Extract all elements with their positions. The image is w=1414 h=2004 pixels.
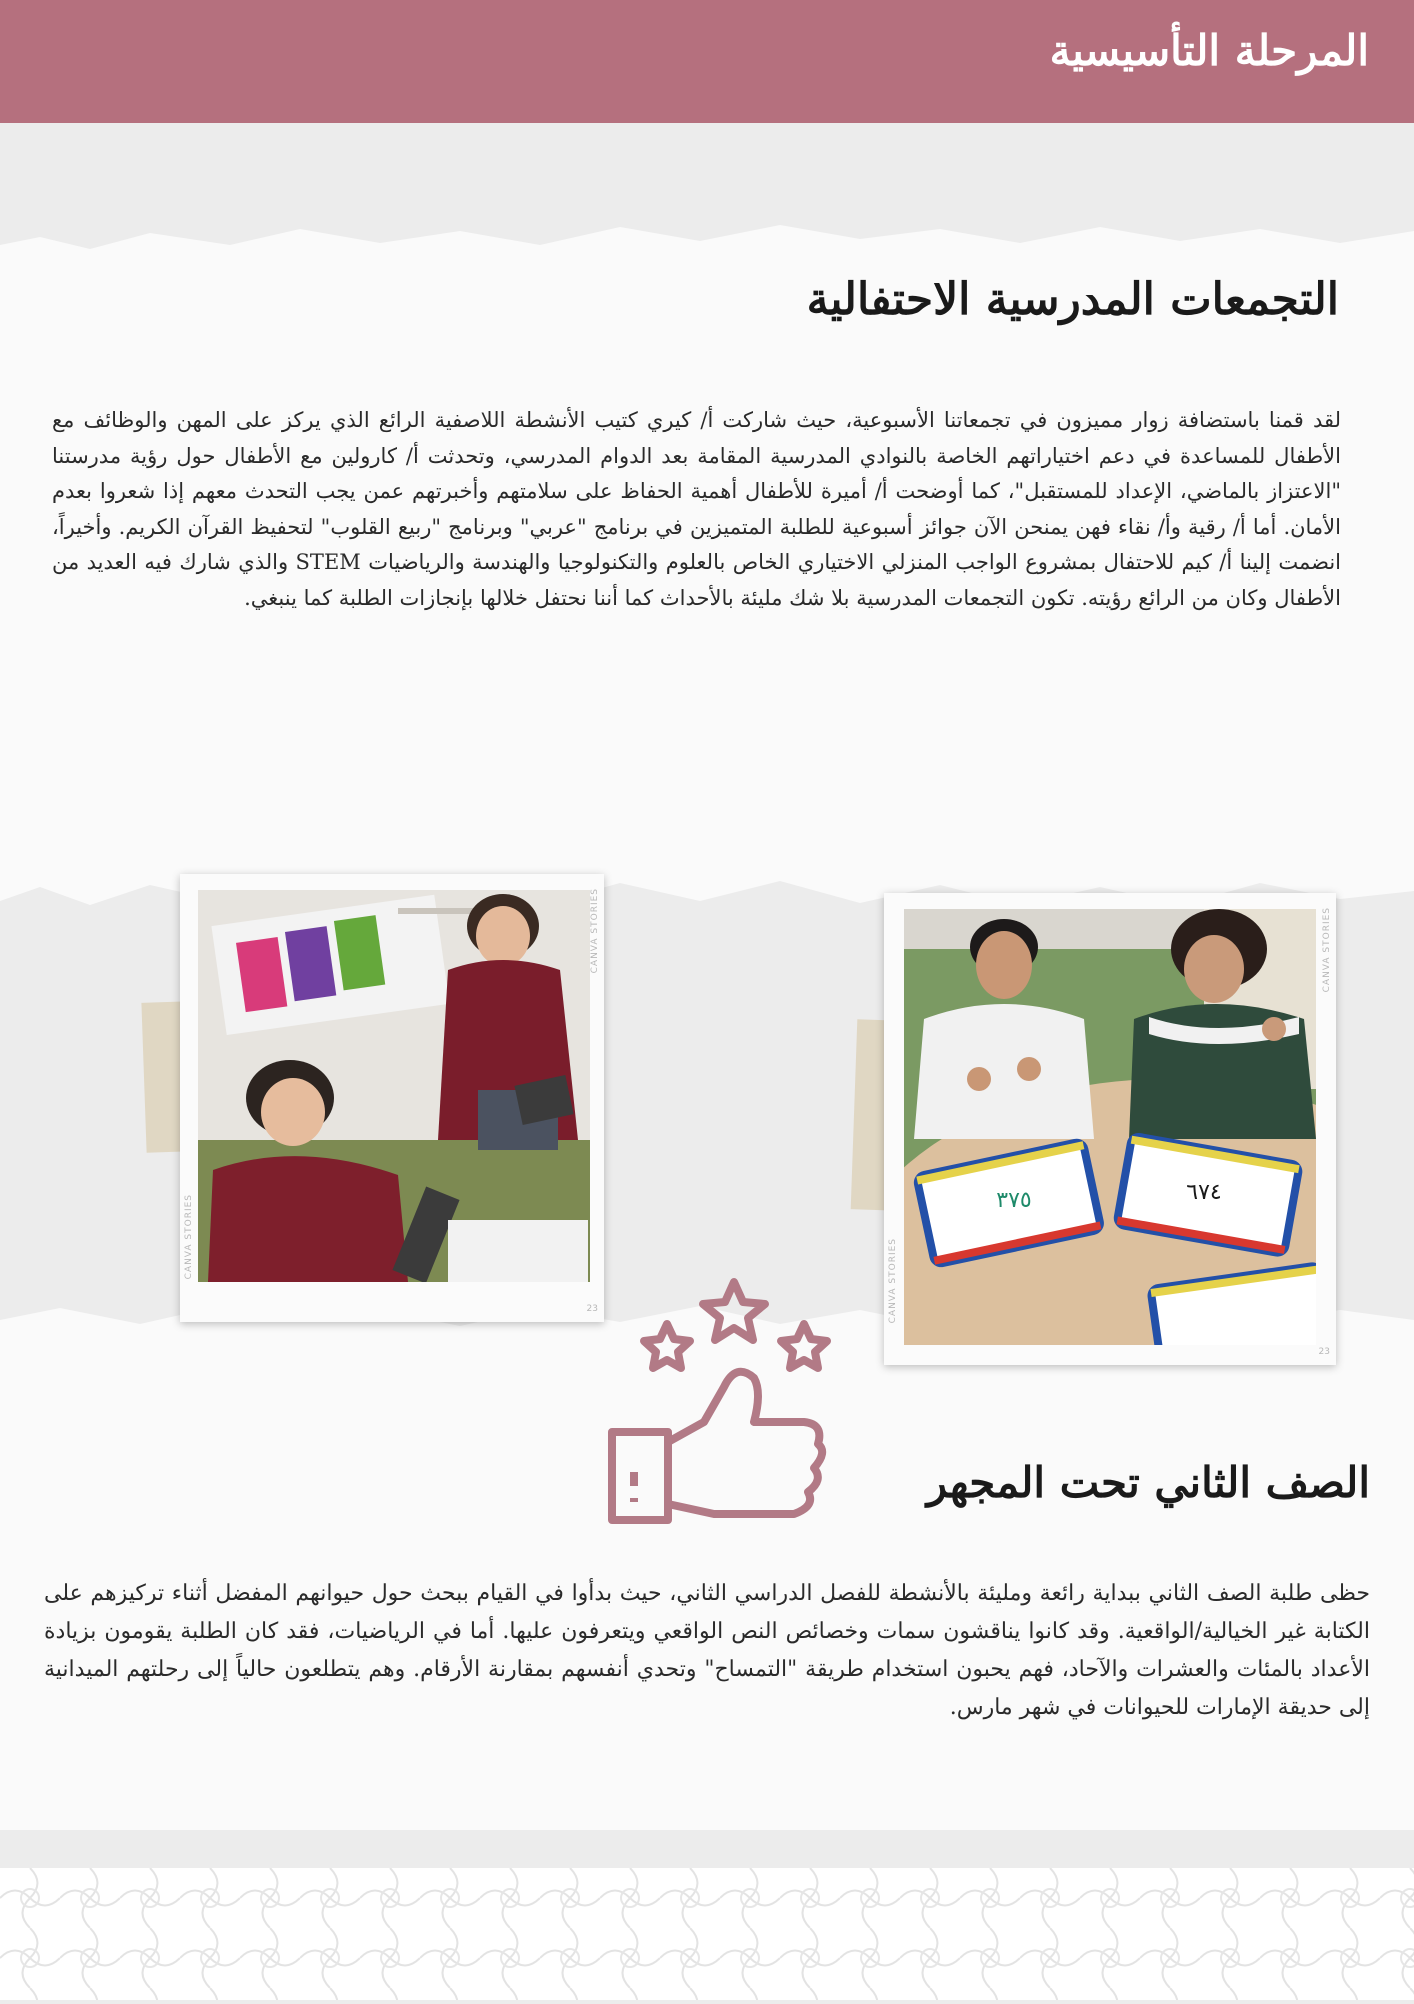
photo-right-brand-label: CANVA STORIES: [888, 1238, 898, 1324]
photo-left-image: [198, 890, 590, 1282]
section1-body: لقد قمنا باستضافة زوار مميزون في تجمعاتنا الأسبوعية، حيث شاركت أ/ كيري كتيب الأنشطة اللاصفية الرائع الذي يركز على المهن والوظائف مع الأطفال للمساعدة في دعم اختياراتهم الخاصة بالنوادي المدرسية المقامة بعد الدوام المدرسي، وتحدثت أ/ كارولين مع الأطفال حول رؤية مدرستنا "الاعتزاز بالماضي، الإعداد للمستقبل"، كما أوضحت أ/ أميرة للأطفال أهمية الحفاظ على سلامتهم وأخبرتهم عمن يجب التحدث معهم إذا شعروا بعدم الأمان. أما أ/ رقية وأ/ نقاء فهن يمنحن الآن جوائز أسبوعية للطلبة المتميزين في برنامج "عربي" وبرنامج "ربيع القلوب" لتحفيظ القرآن الكريم. وأخيراً، انضمت إلينا أ/ كيم للاحتفال بمشروع الواجب المنزلي الاختياري الخاص بالعلوم والتكنولوجيا والهندسة والرياضيات STEM والذي شارك فيه العديد من الأطفال وكان من الرائع رؤيته. تكون التجمعات المدرسية بلا شك مليئة بالأحداث كما أننا نحتفل خلالها بإنجازات الطلبة كما ينبغي.: [52, 408, 1342, 610]
section2-body: حظى طلبة الصف الثاني ببداية رائعة ومليئة بالأنشطة للفصل الدراسي الثاني، حيث بدأوا في القيام ببحث حول حيوانهم المفضل أثناء تركيزهم على الكتابة غير الخيالية/الواقعية. وقد كانوا يناقشون سمات وخصائص النص الواقعي ويتعرفون عليها. أما في الرياضيات، فقد كان الطلبة يقومون بزيادة الأعداد بالمئات والعشرات والآحاد، فهم يحبون استخدام طريقة "التمساح" وتحدي أنفسهم بمقارنة الأرقام. وهم يتطلعون حالياً إلى رحلتهم الميدانية إلى حديقة الإمارات للحيوانات في شهر مارس.: [44, 1581, 1371, 1720]
photo-left: [180, 874, 604, 1322]
section1-title: التجمعات المدرسية الاحتفالية: [806, 274, 1339, 325]
photo-left-side-label: CANVA STORIES: [590, 888, 600, 974]
photo-right-image: [904, 909, 1316, 1345]
board-right-text: ٦٧٤: [1186, 1180, 1222, 1205]
board-left-text: ٣٧٥: [996, 1188, 1032, 1213]
section2-title: الصف الثاني تحت المجهر: [926, 1458, 1370, 1507]
photo-right-number: 23: [1318, 1347, 1330, 1357]
footer-pattern: [0, 1868, 1414, 2000]
photo-right-side-label: CANVA STORIES: [1322, 907, 1332, 993]
thumbs-up-stars-icon: [604, 1272, 844, 1530]
photo-right: [884, 893, 1336, 1365]
photo-left-number: 23: [586, 1304, 598, 1314]
photo-left-brand-label: CANVA STORIES: [184, 1194, 194, 1280]
page-header-title: المرحلة التأسيسية: [1049, 26, 1369, 75]
